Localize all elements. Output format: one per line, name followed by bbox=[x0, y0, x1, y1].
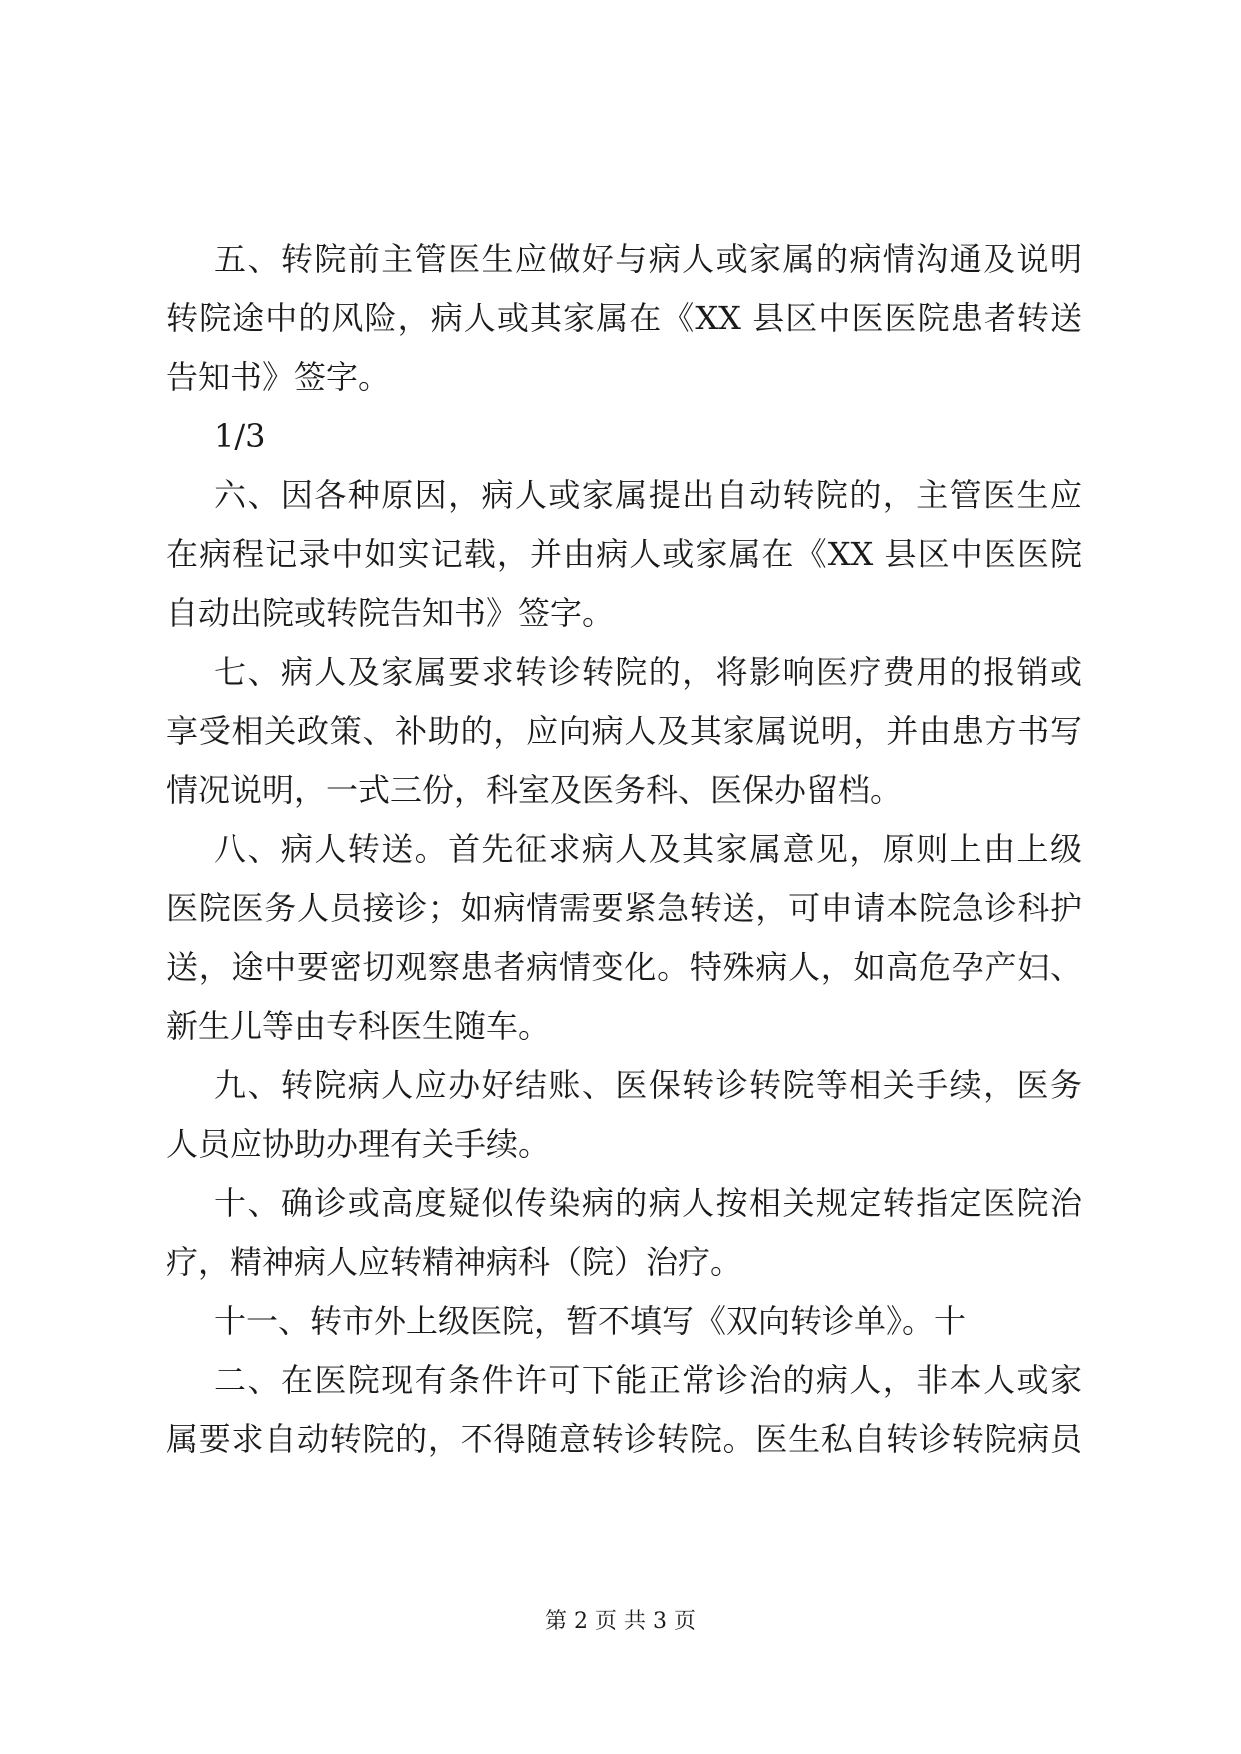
text-line: 九、转院病人应办好结账、医保转诊转院等相关手续，医务 bbox=[214, 1066, 1082, 1104]
text-line: 五、转院前主管医生应做好与病人或家属的病情沟通及说明 bbox=[214, 240, 1082, 278]
text-line: 送，途中要密切观察患者病情变化。特殊病人，如高危孕产妇、 bbox=[166, 948, 1082, 986]
text-line: 在病程记录中如实记载，并由病人或家属在《XX 县区中医医院 bbox=[166, 535, 1082, 573]
page-footer: 第 2 页 共 3 页 bbox=[545, 1609, 696, 1634]
text-line: 享受相关政策、补助的，应向病人及其家属说明，并由患方书写 bbox=[166, 712, 1082, 750]
text-line: 八、病人转送。首先征求病人及其家属意见，原则上由上级 bbox=[214, 830, 1082, 868]
text-line: 新生儿等由专科医生随车。 bbox=[166, 1007, 551, 1045]
page-fraction: 1/3 bbox=[214, 417, 266, 455]
text-line: 自动出院或转院告知书》签字。 bbox=[166, 594, 615, 632]
document-body bbox=[166, 230, 1082, 1469]
text-line: 六、因各种原因，病人或家属提出自动转院的，主管医生应 bbox=[214, 476, 1082, 514]
text-line: 情况说明，一式三份，科室及医务科、医保办留档。 bbox=[166, 771, 903, 809]
text-line: 十、确诊或高度疑似传染病的病人按相关规定转指定医院治 bbox=[214, 1184, 1082, 1222]
text-line: 七、病人及家属要求转诊转院的，将影响医疗费用的报销或 bbox=[214, 653, 1082, 691]
text-line: 转院途中的风险，病人或其家属在《XX 县区中医医院患者转送 bbox=[166, 299, 1082, 337]
text-line: 告知书》签字。 bbox=[166, 358, 391, 396]
text-line: 人员应协助办理有关手续。 bbox=[166, 1125, 551, 1163]
text-line: 疗，精神病人应转精神病科（院）治疗。 bbox=[166, 1243, 743, 1281]
text-line: 二、在医院现有条件许可下能正常诊治的病人，非本人或家 bbox=[214, 1361, 1082, 1399]
text-line: 十一、转市外上级医院，暂不填写《双向转诊单》。十 bbox=[214, 1302, 967, 1340]
text-line: 属要求自动转院的，不得随意转诊转院。医生私自转诊转院病员 bbox=[166, 1420, 1082, 1458]
text-line: 医院医务人员接诊；如病情需要紧急转送，可申请本院急诊科护 bbox=[166, 889, 1082, 927]
